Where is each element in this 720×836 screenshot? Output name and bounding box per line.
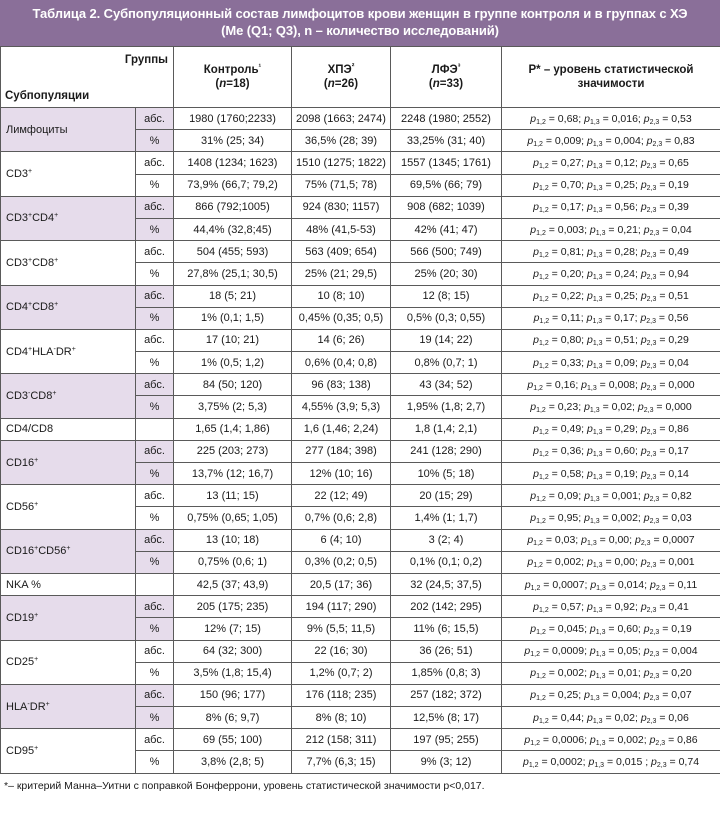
control-cell: 1980 (1760;2233) <box>174 108 292 130</box>
p-value-cell: $p_{1,2} = 0,95$; $p_{1,3} = 0,002$; $p_{2,3} = 0,03$ <box>502 507 720 529</box>
p-value-cell: $p_{1,2} = 0,49$; $p_{1,3} = 0,29$; $p_{2,3} = 0,86$ <box>502 418 720 440</box>
table-row <box>1 440 720 462</box>
p-value-cell: $p_{1,2} = 0,0002$; $p_{1,3} = 0,015$ ; $p_{2,3} = 0,74$ <box>502 751 720 773</box>
lfe-cell: 3 (2; 4) <box>391 529 502 551</box>
unit-cell: % <box>136 618 174 640</box>
chpe-cell: 924 (830; 1157) <box>292 196 391 218</box>
chpe-cell: 0,7% (0,6; 2,8) <box>292 507 391 529</box>
lfe-cell: 0,5% (0,3; 0,55) <box>391 307 502 329</box>
subpopulation-cell: CD4+CD8+ <box>1 285 136 329</box>
subpopulation-cell: CD95+ <box>1 729 136 773</box>
table-row <box>1 418 720 440</box>
chpe-cell: 2098 (1663; 2474) <box>292 108 391 130</box>
subpopulation-cell: CD56+ <box>1 485 136 529</box>
chpe-cell: 14 (6; 26) <box>292 329 391 351</box>
p-value-cell: $p_{1,2} = 0,20$; $p_{1,3} = 0,24$; $p_{2,3} = 0,94$ <box>502 263 720 285</box>
unit-cell: % <box>136 507 174 529</box>
chpe-cell: 20,5 (17; 36) <box>292 573 391 595</box>
chpe-cell: 96 (83; 138) <box>292 374 391 396</box>
p-value-cell: $p_{1,2} = 0,009$; $p_{1,3} = 0,004$; $p_{2,3} = 0,83$ <box>502 130 720 152</box>
header-groups: Группы <box>124 54 168 66</box>
header-p-value: P* – уровень статистической значимости <box>502 47 720 108</box>
p-value-cell: $p_{1,2} = 0,81$; $p_{1,3} = 0,28$; $p_{2,3} = 0,49$ <box>502 241 720 263</box>
control-cell: 31% (25; 34) <box>174 130 292 152</box>
table-row <box>1 285 720 307</box>
control-cell: 1% (0,5; 1,2) <box>174 352 292 374</box>
p-value-cell: $p_{1,2} = 0,23$; $p_{1,3} = 0,02$; $p_{2,3} = 0,000$ <box>502 396 720 418</box>
chpe-cell: 6 (4; 10) <box>292 529 391 551</box>
control-cell: 8% (6; 9,7) <box>174 707 292 729</box>
chpe-cell: 48% (41,5-53) <box>292 218 391 240</box>
table-row <box>1 374 720 396</box>
chpe-cell: 0,6% (0,4; 0,8) <box>292 352 391 374</box>
control-cell: 17 (10; 21) <box>174 329 292 351</box>
lfe-cell: 69,5% (66; 79) <box>391 174 502 196</box>
unit-cell: абс. <box>136 329 174 351</box>
header-lfe: $ЛФЭ^{^3}$ (n=33) <box>391 47 502 108</box>
lfe-cell: 0,1% (0,1; 0,2) <box>391 551 502 573</box>
lfe-cell: 257 (182; 372) <box>391 684 502 706</box>
chpe-cell: 22 (16; 30) <box>292 640 391 662</box>
p-value-cell: $p_{1,2} = 0,002$; $p_{1,3} = 0,00$; $p_{2,3} = 0,001$ <box>502 551 720 573</box>
chpe-cell: 194 (117; 290) <box>292 596 391 618</box>
subpopulation-cell: CD19+ <box>1 596 136 640</box>
chpe-cell: 212 (158; 311) <box>292 729 391 751</box>
p-value-cell: $p_{1,2} = 0,70$; $p_{1,3} = 0,25$; $p_{2,3} = 0,19$ <box>502 174 720 196</box>
table-title <box>0 0 720 46</box>
unit-cell: % <box>136 551 174 573</box>
p-value-cell: $p_{1,2} = 0,44$; $p_{1,3} = 0,02$; $p_{2,3} = 0,06$ <box>502 707 720 729</box>
header-row <box>1 47 720 108</box>
p-value-cell: $p_{1,2} = 0,22$; $p_{1,3} = 0,25$; $p_{2,3} = 0,51$ <box>502 285 720 307</box>
unit-cell: % <box>136 707 174 729</box>
control-cell: 0,75% (0,65; 1,05) <box>174 507 292 529</box>
control-cell: 42,5 (37; 43,9) <box>174 573 292 595</box>
lfe-cell: 19 (14; 22) <box>391 329 502 351</box>
chpe-cell: 1,6 (1,46; 2,24) <box>292 418 391 440</box>
chpe-cell: 12% (10; 16) <box>292 463 391 485</box>
chpe-cell: 0,45% (0,35; 0,5) <box>292 307 391 329</box>
table-row <box>1 729 720 751</box>
subpopulation-cell: CD3+CD4+ <box>1 196 136 240</box>
control-cell: 13,7% (12; 16,7) <box>174 463 292 485</box>
header-corner <box>1 47 174 108</box>
lfe-cell: 11% (6; 15,5) <box>391 618 502 640</box>
lfe-cell: 0,8% (0,7; 1) <box>391 352 502 374</box>
unit-cell: % <box>136 307 174 329</box>
p-value-cell: $p_{1,2} = 0,11$; $p_{1,3} = 0,17$; $p_{2,3} = 0,56$ <box>502 307 720 329</box>
header-subpopulations: Субпопуляции <box>5 90 90 102</box>
unit-cell: % <box>136 751 174 773</box>
lfe-cell: 1557 (1345; 1761) <box>391 152 502 174</box>
control-cell: 73,9% (66,7; 79,2) <box>174 174 292 196</box>
control-cell: 150 (96; 177) <box>174 684 292 706</box>
control-cell: 3,8% (2,8; 5) <box>174 751 292 773</box>
chpe-cell: 9% (5,5; 11,5) <box>292 618 391 640</box>
lfe-cell: 9% (3; 12) <box>391 751 502 773</box>
table-body <box>1 108 720 774</box>
subpopulation-cell: NKA % <box>1 573 136 595</box>
unit-cell: % <box>136 174 174 196</box>
control-cell: 866 (792;1005) <box>174 196 292 218</box>
lfe-cell: 2248 (1980; 2552) <box>391 108 502 130</box>
control-cell: 12% (7; 15) <box>174 618 292 640</box>
chpe-cell: 25% (21; 29,5) <box>292 263 391 285</box>
control-cell: 64 (32; 300) <box>174 640 292 662</box>
table-row <box>1 196 720 218</box>
p-value-cell: $p_{1,2} = 0,57$; $p_{1,3} = 0,92$; $p_{2,3} = 0,41$ <box>502 596 720 618</box>
p-value-cell: $p_{1,2} = 0,03$; $p_{1,3} = 0,00$; $p_{2,3} = 0,0007$ <box>502 529 720 551</box>
lymphocyte-table <box>0 46 720 774</box>
p-value-cell: $p_{1,2} = 0,003$; $p_{1,3} = 0,21$; $p_{2,3} = 0,04$ <box>502 218 720 240</box>
unit-cell: % <box>136 352 174 374</box>
p-value-cell: $p_{1,2} = 0,09$; $p_{1,3} = 0,001$; $p_{2,3} = 0,82$ <box>502 485 720 507</box>
control-cell: 27,8% (25,1; 30,5) <box>174 263 292 285</box>
p-value-cell: $p_{1,2} = 0,17$; $p_{1,3} = 0,56$; $p_{2,3} = 0,39$ <box>502 196 720 218</box>
control-cell: 44,4% (32,8;45) <box>174 218 292 240</box>
control-cell: 1% (0,1; 1,5) <box>174 307 292 329</box>
unit-cell: абс. <box>136 684 174 706</box>
table-row <box>1 640 720 662</box>
p-value-cell: $p_{1,2} = 0,33$; $p_{1,3} = 0,09$; $p_{2,3} = 0,04$ <box>502 352 720 374</box>
unit-cell: абс. <box>136 640 174 662</box>
unit-cell <box>136 573 174 595</box>
lfe-cell: 25% (20; 30) <box>391 263 502 285</box>
lfe-cell: 12,5% (8; 17) <box>391 707 502 729</box>
control-cell: 1,65 (1,4; 1,86) <box>174 418 292 440</box>
unit-cell: абс. <box>136 729 174 751</box>
lfe-cell: 1,85% (0,8; 3) <box>391 662 502 684</box>
p-value-cell: $p_{1,2} = 0,045$; $p_{1,3} = 0,60$; $p_{2,3} = 0,19$ <box>502 618 720 640</box>
unit-cell: абс. <box>136 374 174 396</box>
p-value-cell: $p_{1,2} = 0,36$; $p_{1,3} = 0,60$; $p_{2,3} = 0,17$ <box>502 440 720 462</box>
unit-cell: % <box>136 130 174 152</box>
chpe-cell: 1510 (1275; 1822) <box>292 152 391 174</box>
chpe-cell: 7,7% (6,3; 15) <box>292 751 391 773</box>
chpe-cell: 4,55% (3,9; 5,3) <box>292 396 391 418</box>
subpopulation-cell: CD4+HLA-DR+ <box>1 329 136 373</box>
lfe-cell: 43 (34; 52) <box>391 374 502 396</box>
control-cell: 69 (55; 100) <box>174 729 292 751</box>
unit-cell: абс. <box>136 529 174 551</box>
unit-cell: абс. <box>136 285 174 307</box>
lfe-cell: 908 (682; 1039) <box>391 196 502 218</box>
control-cell: 13 (10; 18) <box>174 529 292 551</box>
chpe-cell: 277 (184; 398) <box>292 440 391 462</box>
table-row <box>1 108 720 130</box>
control-cell: 225 (203; 273) <box>174 440 292 462</box>
unit-cell: абс. <box>136 196 174 218</box>
unit-cell: абс. <box>136 440 174 462</box>
table-footnote: *– критерий Манна–Уитни с поправкой Бонферрони, уровень статистической значимости p<0,017. <box>4 779 485 792</box>
table-title-line-1: Таблица 2. Субпопуляционный состав лимфоцитов крови женщин в группе контроля и в группах с ХЭ <box>32 6 688 21</box>
chpe-cell: 22 (12; 49) <box>292 485 391 507</box>
chpe-cell: 176 (118; 235) <box>292 684 391 706</box>
unit-cell: абс. <box>136 485 174 507</box>
chpe-cell: 75% (71,5; 78) <box>292 174 391 196</box>
lfe-cell: 241 (128; 290) <box>391 440 502 462</box>
chpe-cell: 10 (8; 10) <box>292 285 391 307</box>
header-control: Контроль$^{^1}$ (n=18) <box>174 47 292 108</box>
unit-cell: абс. <box>136 596 174 618</box>
p-value-cell: $p_{1,2} = 0,002$; $p_{1,3} = 0,01$; $p_{2,3} = 0,20$ <box>502 662 720 684</box>
table-row <box>1 241 720 263</box>
chpe-cell: 8% (8; 10) <box>292 707 391 729</box>
p-value-cell: $p_{1,2} = 0,0006$; $p_{1,3} = 0,002$; $p_{2,3} = 0,86$ <box>502 729 720 751</box>
chpe-cell: 563 (409; 654) <box>292 241 391 263</box>
table-row <box>1 684 720 706</box>
subpopulation-cell: CD3-CD8+ <box>1 374 136 418</box>
control-cell: 18 (5; 21) <box>174 285 292 307</box>
unit-cell: абс. <box>136 152 174 174</box>
control-cell: 84 (50; 120) <box>174 374 292 396</box>
table-row <box>1 529 720 551</box>
control-cell: 1408 (1234; 1623) <box>174 152 292 174</box>
lfe-cell: 1,8 (1,4; 2,1) <box>391 418 502 440</box>
unit-cell <box>136 418 174 440</box>
control-cell: 205 (175; 235) <box>174 596 292 618</box>
lfe-cell: 20 (15; 29) <box>391 485 502 507</box>
subpopulation-cell: HLA-DR+ <box>1 684 136 728</box>
table-title-line-2: (Me (Q1; Q3), n – количество исследований) <box>221 23 499 38</box>
lfe-cell: 36 (26; 51) <box>391 640 502 662</box>
subpopulation-cell: CD25+ <box>1 640 136 684</box>
control-cell: 13 (11; 15) <box>174 485 292 507</box>
subpopulation-cell: Лимфоциты <box>1 108 136 152</box>
lfe-cell: 32 (24,5; 37,5) <box>391 573 502 595</box>
p-value-cell: $p_{1,2} = 0,25$; $p_{1,3} = 0,004$; $p_{2,3} = 0,07$ <box>502 684 720 706</box>
lfe-cell: 1,95% (1,8; 2,7) <box>391 396 502 418</box>
subpopulation-cell: CD4/CD8 <box>1 418 136 440</box>
lfe-cell: 197 (95; 255) <box>391 729 502 751</box>
unit-cell: абс. <box>136 241 174 263</box>
subpopulation-cell: CD3+CD8+ <box>1 241 136 285</box>
unit-cell: абс. <box>136 108 174 130</box>
control-cell: 504 (455; 593) <box>174 241 292 263</box>
p-value-cell: $p_{1,2} = 0,16$; $p_{1,3} = 0,008$; $p_{2,3} = 0,000$ <box>502 374 720 396</box>
chpe-cell: 36,5% (28; 39) <box>292 130 391 152</box>
lfe-cell: 202 (142; 295) <box>391 596 502 618</box>
control-cell: 3,75% (2; 5,3) <box>174 396 292 418</box>
subpopulation-cell: CD16+CD56+ <box>1 529 136 573</box>
subpopulation-cell: CD16+ <box>1 440 136 484</box>
subpopulation-cell: CD3+ <box>1 152 136 196</box>
p-value-cell: $p_{1,2} = 0,27$; $p_{1,3} = 0,12$; $p_{2,3} = 0,65$ <box>502 152 720 174</box>
table-row <box>1 152 720 174</box>
header-chpe: $ХПЭ^{^2}$ (n=26) <box>292 47 391 108</box>
unit-cell: % <box>136 463 174 485</box>
lfe-cell: 33,25% (31; 40) <box>391 130 502 152</box>
unit-cell: % <box>136 263 174 285</box>
p-value-cell: $p_{1,2} = 0,0007$; $p_{1,3} = 0,014$; $p_{2,3} = 0,11$ <box>502 573 720 595</box>
p-value-cell: $p_{1,2} = 0,58$; $p_{1,3} = 0,19$; $p_{2,3} = 0,14$ <box>502 463 720 485</box>
lfe-cell: 1,4% (1; 1,7) <box>391 507 502 529</box>
unit-cell: % <box>136 662 174 684</box>
unit-cell: % <box>136 396 174 418</box>
lfe-cell: 42% (41; 47) <box>391 218 502 240</box>
lfe-cell: 10% (5; 18) <box>391 463 502 485</box>
lfe-cell: 566 (500; 749) <box>391 241 502 263</box>
p-value-cell: $p_{1,2} = 0,0009$; $p_{1,3} = 0,05$; $p_{2,3} = 0,004$ <box>502 640 720 662</box>
table-row <box>1 573 720 595</box>
table-row <box>1 485 720 507</box>
lfe-cell: 12 (8; 15) <box>391 285 502 307</box>
p-value-cell: $p_{1,2} = 0,68$; $p_{1,3} = 0,016$; $p_{2,3} = 0,53$ <box>502 108 720 130</box>
unit-cell: % <box>136 218 174 240</box>
control-cell: 0,75% (0,6; 1) <box>174 551 292 573</box>
p-value-cell: $p_{1,2} = 0,80$; $p_{1,3} = 0,51$; $p_{2,3} = 0,29$ <box>502 329 720 351</box>
table-row <box>1 596 720 618</box>
chpe-cell: 1,2% (0,7; 2) <box>292 662 391 684</box>
control-cell: 3,5% (1,8; 15,4) <box>174 662 292 684</box>
chpe-cell: 0,3% (0,2; 0,5) <box>292 551 391 573</box>
table-row <box>1 329 720 351</box>
